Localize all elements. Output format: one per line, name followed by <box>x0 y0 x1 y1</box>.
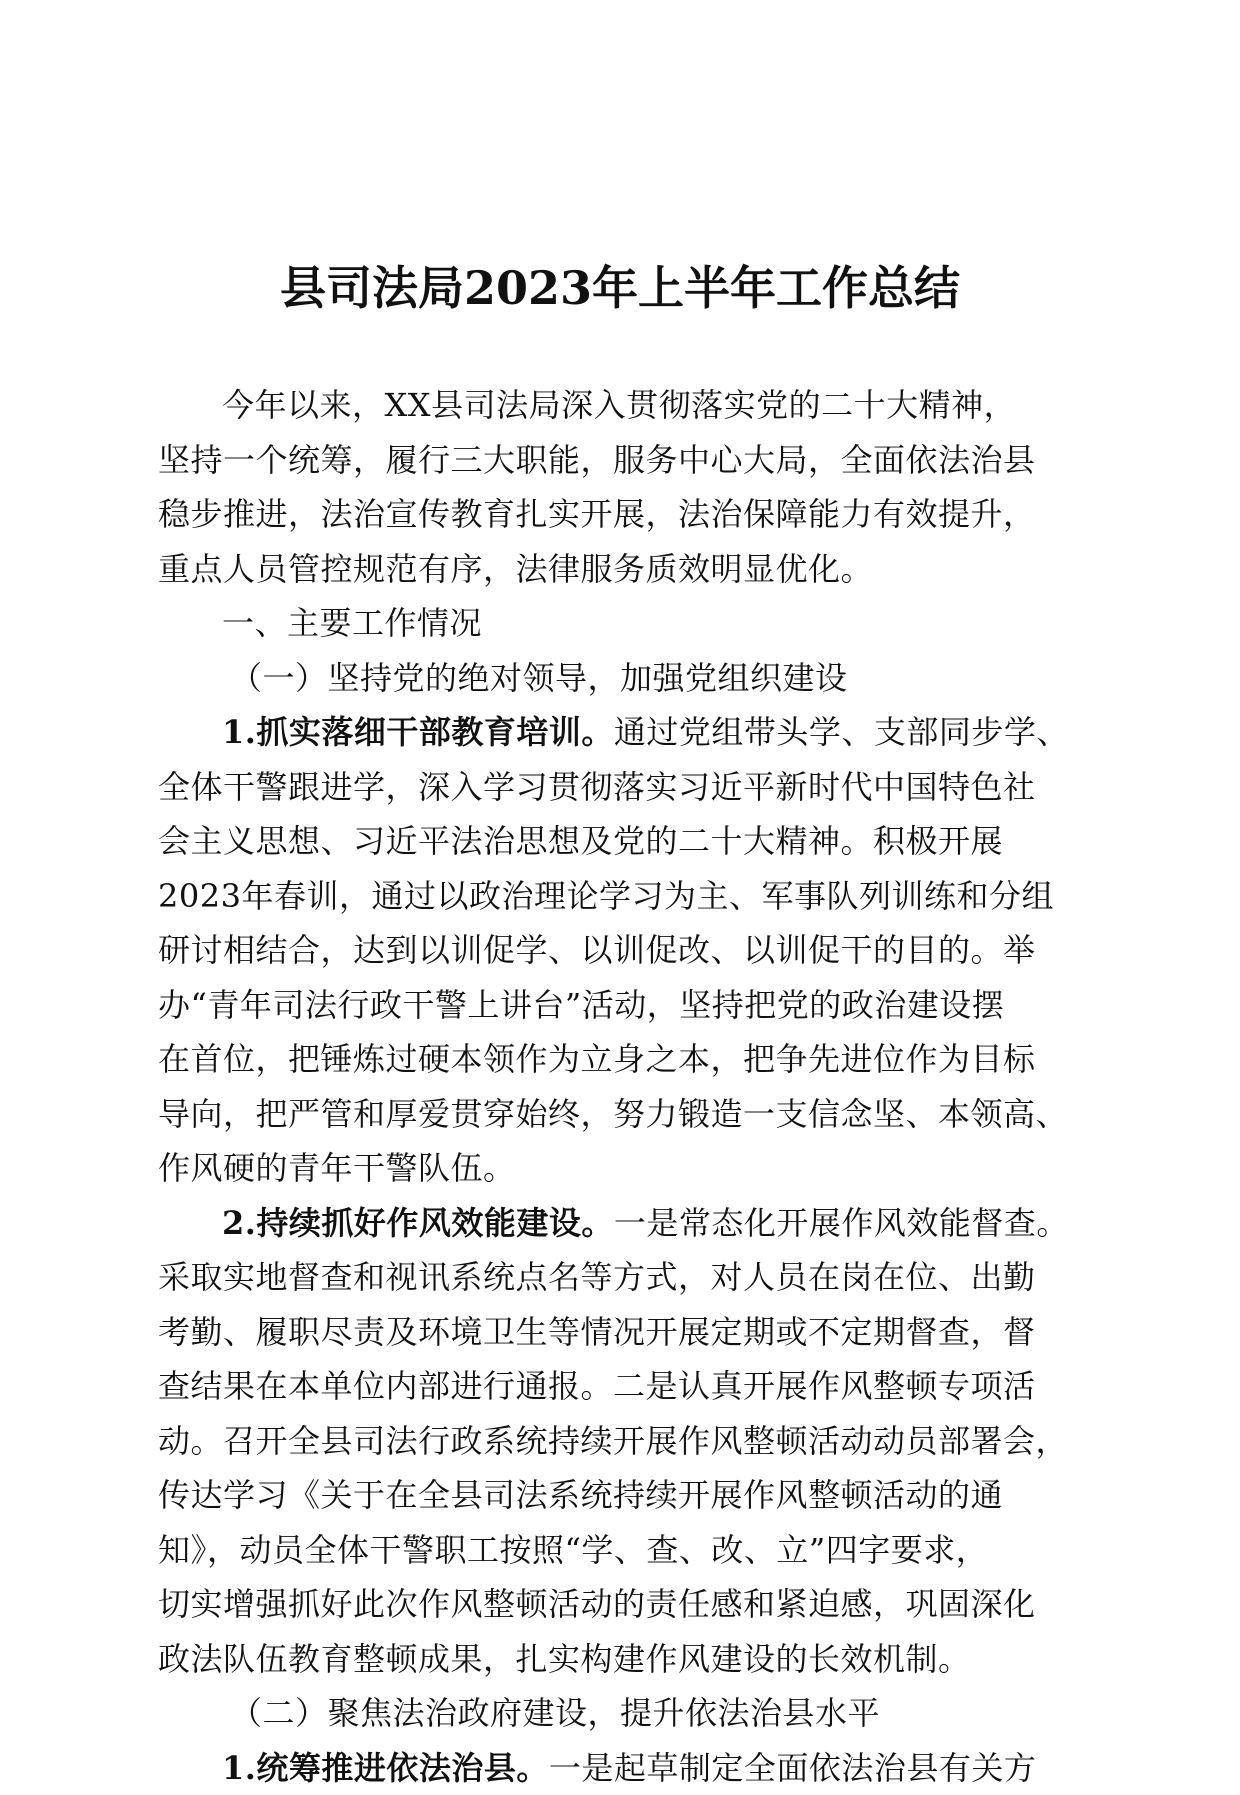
item-text: 通过党组带头学、支部同步学、 <box>614 713 1069 751</box>
paragraph-line: 知》，动员全体干警职工按照“学、查、改、立”四字要求， <box>158 1523 1088 1578</box>
paragraph-line: 稳步推进，法治宣传教育扎实开展，法治保障能力有效提升， <box>158 487 1088 542</box>
item-text: 一是起草制定全面依法治县有关方 <box>549 1749 1037 1787</box>
paragraph-line: 考勤、履职尽责及环境卫生等情况开展定期或不定期督查，督 <box>158 1305 1088 1360</box>
paragraph-line: 重点人员管控规范有序，法律服务质效明显优化。 <box>158 542 1088 597</box>
paragraph-line: 作风硬的青年干警队伍。 <box>158 1141 1088 1196</box>
paragraph-line: 传达学习《关于在全县司法系统持续开展作风整顿活动的通 <box>158 1468 1088 1523</box>
item-text: 一是常态化开展作风效能督查。 <box>614 1204 1069 1242</box>
section-heading: 一、主要工作情况 <box>158 596 1088 651</box>
paragraph-line: 坚持一个统筹，履行三大职能，服务中心大局，全面依法治县 <box>158 433 1088 488</box>
item-heading: 2.持续抓好作风效能建设。 <box>222 1204 614 1242</box>
paragraph-line: 今年以来，XX县司法局深入贯彻落实党的二十大精神， <box>158 378 1088 433</box>
subsection-heading: （二）聚焦法治政府建设，提升依法治县水平 <box>158 1686 1088 1741</box>
paragraph-line: 动。召开全县司法行政系统持续开展作风整顿活动动员部署会， <box>158 1414 1088 1469</box>
paragraph-line: 研讨相结合，达到以训促学、以训促改、以训促干的目的。举 <box>158 923 1088 978</box>
paragraph-line: 查结果在本单位内部进行通报。二是认真开展作风整顿专项活 <box>158 1359 1088 1414</box>
subsection-heading: （一）坚持党的绝对领导，加强党组织建设 <box>158 651 1088 706</box>
paragraph-line <box>158 705 1088 760</box>
paragraph-line <box>158 1741 1088 1795</box>
paragraph-line: 导向，把严管和厚爱贯穿始终，努力锻造一支信念坚、本领高、 <box>158 1087 1088 1142</box>
paragraph-line: 政法队伍教育整顿成果，扎实构建作风建设的长效机制。 <box>158 1632 1088 1687</box>
document-body <box>158 378 1088 1795</box>
paragraph-line: 会主义思想、习近平法治思想及党的二十大精神。积极开展 <box>158 814 1088 869</box>
document-title: 县司法局2023年上半年工作总结 <box>0 258 1240 318</box>
paragraph-line: 在首位，把锤炼过硬本领作为立身之本，把争先进位作为目标 <box>158 1032 1088 1087</box>
paragraph-line: 切实增强抓好此次作风整顿活动的责任感和紧迫感，巩固深化 <box>158 1577 1088 1632</box>
paragraph-line: 全体干警跟进学，深入学习贯彻落实习近平新时代中国特色社 <box>158 760 1088 815</box>
paragraph-line <box>158 1196 1088 1251</box>
item-heading: 1.抓实落细干部教育培训。 <box>222 713 614 751</box>
paragraph-line: 2023年春训，通过以政治理论学习为主、军事队列训练和分组 <box>158 869 1088 924</box>
paragraph-line: 办“青年司法行政干警上讲台”活动，坚持把党的政治建设摆 <box>158 978 1088 1033</box>
item-heading: 1.统筹推进依法治县。 <box>222 1749 549 1787</box>
paragraph-line: 采取实地督查和视讯系统点名等方式，对人员在岗在位、出勤 <box>158 1250 1088 1305</box>
